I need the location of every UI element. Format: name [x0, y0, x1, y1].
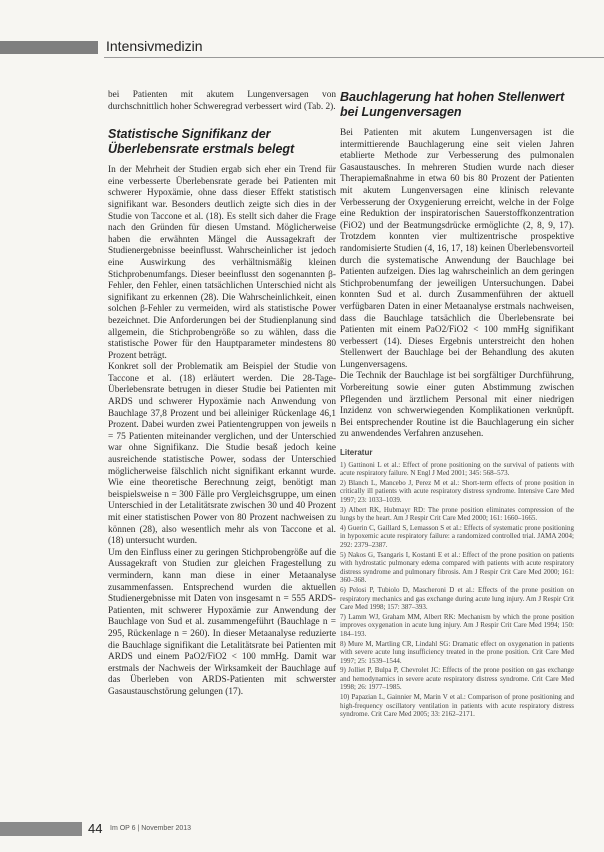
reference-item: 9) Jolliet P, Bulpa P, Chevrolet JC: Effects of the prone position on gas exchange and hemodynamics in severe acute respiratory distress syndrome. Crit Care Med 1998; 26: 1977–1985. [340, 666, 574, 692]
left-heading: Statistische Signifikanz der Überlebensrate erstmals belegt [108, 127, 295, 157]
footer-bar [0, 822, 82, 836]
journal-line: Im OP 6 | November 2013 [110, 825, 192, 832]
reference-item: 2) Blanch L, Mancebo J, Perez M et al.: Short-term effects of prone position in critically ill patients with acute respiratory distress syndrome. Intensive Care Med 1997; 23: 1033–1039. [340, 478, 574, 504]
reference-item: 10) Papazian L, Gainnier M, Marin V et al.: Comparison of prone positioning and high-frequency oscillatory ventilation in patients with acute respiratory distress syndrome. Crit Care Med 2005; 33: 2162–2171. [340, 693, 574, 719]
reference-item: 5) Nakos G, Tsangaris I, Kostanti E et al.: Effect of the prone position on patients with hydrostatic pulmonary edema compared with patients with acute respiratory distress syndrome and pulmonary fibrosis. Am J Respir Crit Care Med 2000; 161: 360–368. [340, 550, 574, 585]
right-column [340, 90, 574, 720]
right-heading: Bauchlagerung hat hohen Stellenwert bei Lungenversagen [340, 90, 565, 119]
page-footer [0, 820, 604, 840]
reference-list [340, 461, 574, 719]
page-number: 44 [88, 821, 103, 836]
reference-item: 3) Albert RK, Hubmayr RD: The prone position eliminates compression of the lungs by the heart. Am J Respir Crit Care Med 2000; 161: 1660–1665. [340, 505, 574, 523]
left-column [108, 90, 336, 699]
left-paragraph-2: Konkret soll der Problematik am Beispiel der Studie von Taccone et al. (18) erläutert werden. Die 28-Tage-Überlebensrate betrugen in dieser Studie bei Patienten mit ARDS und schwerer Hypoxämie nach Anwendung von Bauchlage 37,8 Prozent und bei alleiniger Rückenlage 46,1 Prozent. Dabei wurden zwei Patientengruppen von jeweils n = 75 Patienten miteinander verglichen, und der Unterschied war ohne Signifikanz. Die Studie besaß jedoch keine ausreichende statistische Power, sodass der Unterschied möglicherweise fälschlich nicht signifikant erkannt wurde. Wie eine theoretische Berechnung zeigt, benötigt man beispielsweise n = 300 Fälle pro Vergleichsgruppe, um einen Unterschied in der Letalitätsrate zwischen 30 und 40 Prozent mit einer statistischen Power von 80 Prozent nachweisen zu können (28), also wesentlich mehr als von Taccone et al. (18) untersucht wurden. [108, 362, 336, 547]
header-bar [0, 41, 98, 54]
reference-item: 6) Pelosi P, Tubiolo D, Mascheroni D et al.: Effects of the prone position on respiratory mechanics and gas exchange during acute lung injury. Am J Respir Crit Care Med 1998; 157: 387–393. [340, 585, 574, 612]
reference-item: 7) Lamm WJ, Graham MM, Albert RK: Mechanism by which the prone position improves oxygenation in acute lung injury. Am J Respir Crit Care Med 1994; 150: 184–193. [340, 612, 574, 638]
page-header [0, 36, 604, 60]
left-paragraph-1: In der Mehrheit der Studien ergab sich eher ein Trend für eine verbesserte Überlebensrate gerade bei Patienten mit schwerer Hypoxämie, ohne dass dieser Effekt statistisch signifikant war. Besonders deutlich zeigte sich dies in der Studie von Taccone et al. (18). Es stellt sich daher die Frage nach den Gründen für diesen Umstand. Möglicherweise haben die erwähnten Mängel die Aussagekraft der Studienergebnisse beeinflusst. Wahrscheinlicher ist jedoch eine Auswirkung des verhältnismäßig kleinen Stichprobenumfangs. Dieser beeinflusst den sogenannten β-Fehler, den Fehler, einen tatsächlichen Unterschied nicht als signifikant zu erkennen (28). Die Wahrscheinlichkeit, einen solchen β-Fehler zu vermeiden, wird als statistische Power bezeichnet. Die Anforderungen bei der Studienplanung sind allgemein, die Stichprobengröße so zu wählen, dass die statistische Power für den Hauptparameter mindestens 80 Prozent beträgt. [108, 165, 336, 361]
intro-paragraph: bei Patienten mit akutem Lungenversagen von durchschnittlich hoher Schweregrad verbessert wird (Tab. 2). [108, 90, 336, 112]
right-paragraph-2: Die Technik der Bauchlage ist bei sorgfältiger Durchführung, Vorbereitung sowie einer guten Abstimmung zwischen Pflegenden und ärztlichem Personal mit einer niedrigen Inzidenz von schwerwiegenden Komplikationen verknüpft. Bei entsprechender Routine ist die Bauchlagerung ein sicher zu anwendendes Verfahren anzusehen. [340, 371, 574, 440]
left-paragraph-3: Um den Einfluss einer zu geringen Stichprobengröße auf die Aussagekraft von Studien zur gleichen Fragestellung zu vermindern, kann man diese in einer Metaanalyse zusammenfassen. Entsprechend wurden die aktuellen Studienergebnisse mit Daten von insgesamt n = 555 ARDS-Patienten, mit schwerer Hypoxämie zur Anwendung der Bauchlage von Sud et al. zusammengeführt (Bauchlage n = 295, Rückenlage n = 260). In dieser Metaanalyse reduzierte die Bauchlage signifikant die Letalitätsrate bei Patienten mit ARDS und einem PaO2/FiO2 < 100 mmHg. Damit war erstmals der Nachweis der Wirksamkeit der Bauchlage auf das Überleben von ARDS-Patienten mit schwerster Gasaustauschstörung gelungen (17). [108, 547, 336, 697]
reference-item: 8) Mure M, Martling CR, Lindahl SG: Dramatic effect on oxygenation in patients with severe acute lung insufficiency treated in the prone position. Crit Care Med 1997; 25: 1539–1544. [340, 639, 574, 665]
references [340, 449, 574, 719]
section-title: Intensivmedizin [106, 38, 203, 54]
header-rule [104, 57, 604, 58]
reference-item: 1) Gattinoni L et al.: Effect of prone positioning on the survival of patients with acute respiratory failure. N Engl J Med 2001; 345: 568–573. [340, 460, 574, 478]
reference-item: 4) Guerin C, Gaillard S, Lemasson S et al.: Effects of systematic prone positioning in hypoxemic acute respiratory failure: a randomized controlled trial. JAMA 2004; 292: 2379–2387. [340, 523, 574, 549]
references-title: Literatur [340, 448, 373, 458]
right-paragraph-1: Bei Patienten mit akutem Lungenversagen ist die intermittierende Bauchlagerung eine seit vielen Jahren etablierte Methode zur Verbesserung des pulmonalen Gasaustausches. In mehreren Studien wurde nach dieser Therapiemaßnahme in etwa 60 bis 80 Prozent der Patienten mit akutem Lungenversagen eine klinisch relevante Verbesserung der Oxygenierung erreicht, welche in der Folge eine Reduktion der inspiratorischen Sauerstoffkonzentration (FiO2) und der Beatmungsdrücke ermöglichte (2, 8, 9, 17). Trotzdem konnten vier multizentrische prospektive randomisierte Studien (4, 16, 17, 18) keinen Überlebensvorteil durch die systematische Anwendung der Bauchlage bei Patienten aufzeigen. Dies lag wahrscheinlich an dem geringen Stichprobenumfang der jeweiligen Untersuchungen. Dabei konnten Sud et al. durch Zusammenführen der aktuell verfügbaren Daten in einer Metaanalyse erstmals nachweisen, dass die Bauchlage tatsächlich die Überlebensrate bei Patienten mit einem PaO2/FiO2 < 100 mmHg signifikant verbessert (14). Dieses Ergebnis unterstreicht den hohen Stellenwert der Bauchlage bei der Behandlung des akuten Lungenversagens. [340, 128, 574, 370]
